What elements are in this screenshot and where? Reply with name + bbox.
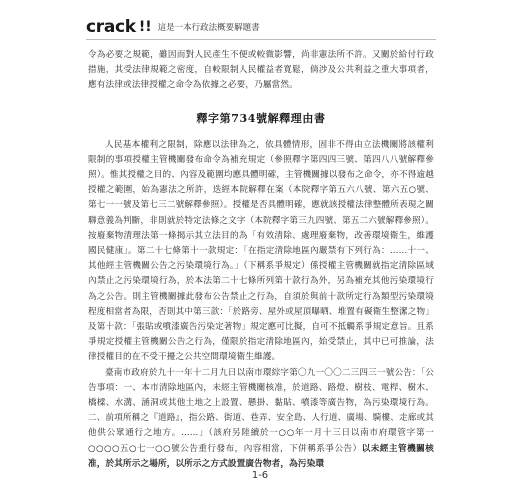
header-divider [86, 39, 436, 40]
body-paragraph-2-emphasis: 以未經主管機關核准，於其所示之場所，以所示之方式設置廣告物者，為污染環 [88, 443, 434, 469]
page-header [86, 14, 260, 36]
body-paragraph-2-text: 臺南市政府於九十一年十二月九日以南市環綜字第〇九一〇〇二三四三一號公告：「公告事項：一、本市清除地區內，未經主管機關核准，於道路、路燈、樹枝、電桿、樹木、橋樑、水溝、涵洞或其他土地之上設置、懸掛、黏貼、噴漆等廣告物，為污染環境行為。二、前項所稱之『道路』，指公路、街道、巷弄、安全島、人行道、廣場、騎樓、走廊或其他供公眾通行之地方。……」（該府另陸續於一○○年一月十三日以南市府環管字第一○○○○五○七一○○號公告重行發布，內容相當，下併稱系爭公告） [88, 367, 434, 454]
header-tagline: 這是一本行政法概要解題書 [157, 23, 260, 33]
body-paragraph-1: 人民基本權利之限制，除應以法律為之，依具體情形，固非不得由立法機關將該權利限制的事項授權主管機關發布命令為補充規定（參照釋字第四四三號、第四八八號解釋參照）。惟其授權之目的、內容及範圍均應具體明確，主管機關據以發布之命令，亦不得逾越授權之範圍，始為憲法之所許，迭經本院解釋在案（本院釋字第五六八號、第六五○號、第七一一號及第七三二號解釋參照）。授權是否具體明確，應就該授權法律整體所表現之關聯意義為判斷，非則就於特定法條之文字（本院釋字第三九四號、第五二六號解釋參照）。按廢棄物清理法第一條揭示其立法目的為「有效清除、處理廢棄物，改善環境衛生，維護國民健康」。第二十七條第十一款規定：「在指定清除地區內嚴禁有下列行為：……十一、其他經主管機關公告之污染環境行為。」（下稱系爭規定）係授權主管機關就指定清除區域內禁止之污染環境行為，於本法第二十七條所列第十款行為外，另為補充其他污染環境行為之公告。則主管機關據此發布公告禁止之行為，自須於與前十款所定行為類型污染環境程度相當者為限，否則其中第三款：「於路旁、屋外或屋頂曝晒、堆置有礙衛生整潔之物」及第十款：「張貼或噴漆廣告污染定著物」規定應可比擬，自可不抵觸系爭規定意旨。且系爭規定授權主管機關公告之行為，僅限於指定清除地區內，始受禁止，其中已可推論，法律授權目的在不受干擾之公共空間環境衛生維護。 [88, 139, 434, 363]
page-body [88, 48, 434, 472]
intro-paragraph: 令為必要之規範，雖因而對人民產生不便或較微影響，尚非憲法所不許。又關於給付行政措施，其受法律規範之密度，自較限制人民權益者寬鬆，倘涉及公共利益之重大事項者，應有法律或法律授權之命令為依據之必要，乃屬當然。 [88, 50, 434, 91]
brand-logo: crack [86, 17, 136, 37]
page-number: 1-6 [251, 470, 269, 481]
brand-mark: !! [138, 19, 152, 35]
body-paragraph-2 [88, 366, 434, 472]
section-title: 釋字第734號解釋理由書 [196, 111, 326, 125]
